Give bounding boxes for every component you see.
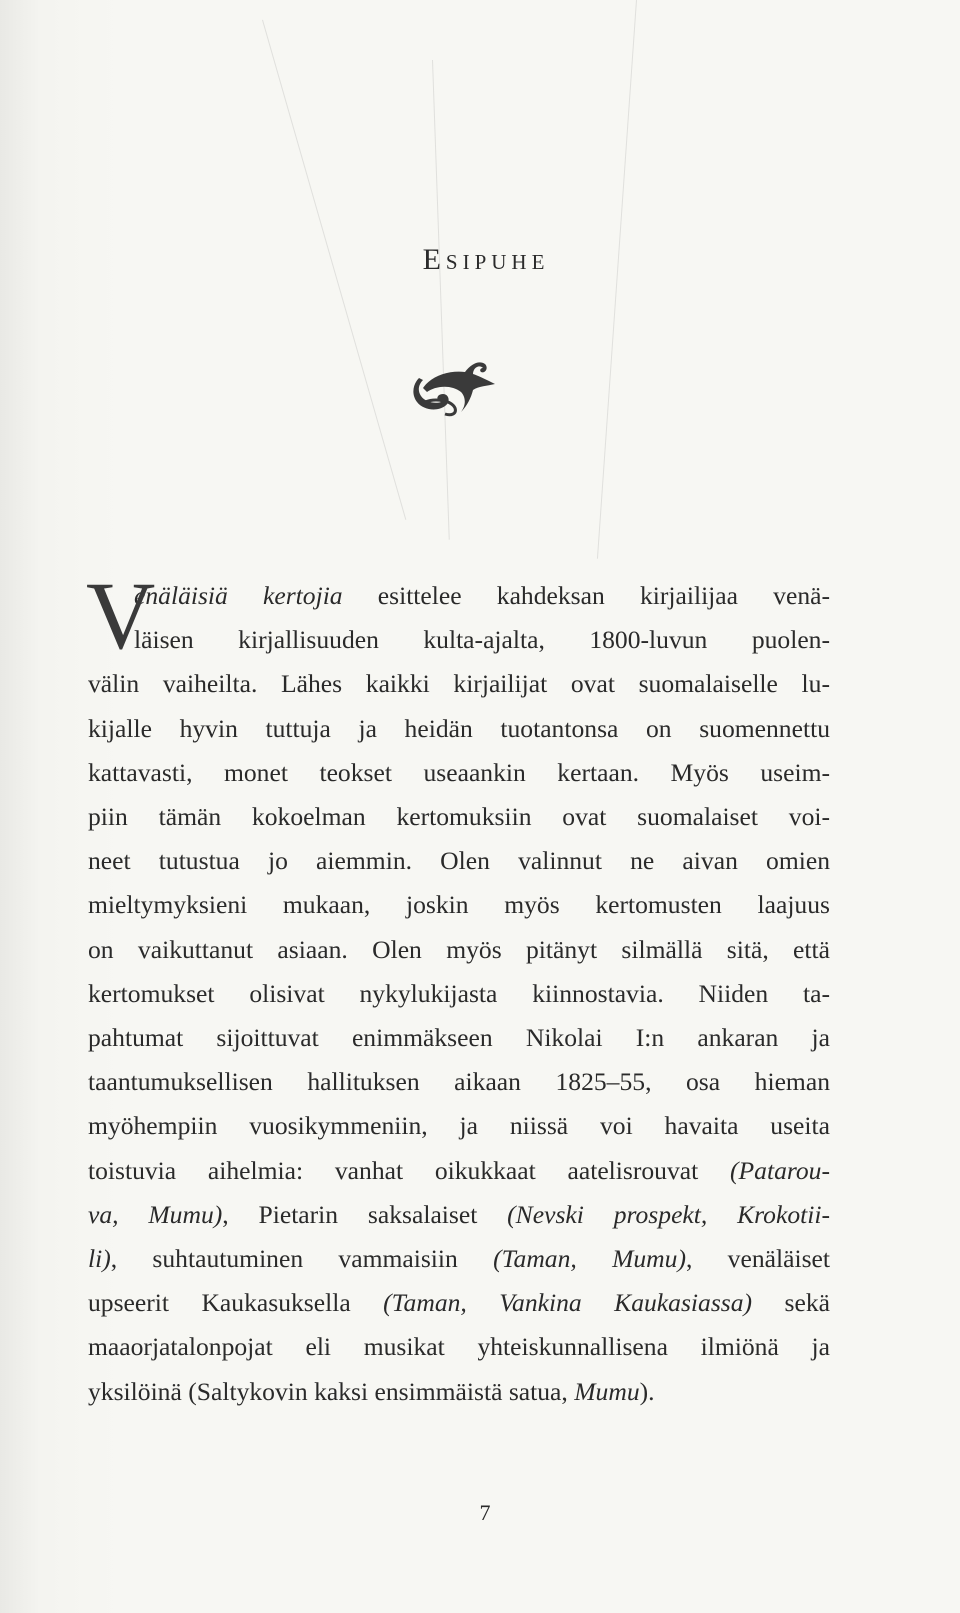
text-line: yksilöinä (Saltykovin kaksi ensimmäistä satua, Mumu).: [88, 1376, 655, 1406]
text-line: taantumuksellisen hallituksen aikaan 1825–55, osa hieman: [88, 1067, 830, 1097]
chapter-title: Esipuhe: [422, 243, 550, 276]
page-number: 7: [479, 1500, 491, 1525]
text-line: kijalle hyvin tuttuja ja heidän tuotantonsa on suomennettu: [88, 713, 830, 743]
text-line: läisen kirjallisuuden kulta-ajalta, 1800-luvun puolen-: [134, 625, 830, 655]
drop-cap: V: [86, 562, 156, 669]
fleuron-ornament-icon: [405, 358, 505, 420]
text-line: upseerit Kaukasuksella (Taman, Vankina Kaukasiassa) sekä: [88, 1288, 830, 1318]
text-line: myöhempiin vuosikymmeniin, ja niissä voi havaita useita: [88, 1111, 830, 1141]
preface-paragraph: [86, 562, 831, 1414]
text-line: va, Mumu), Pietarin saksalaiset (Nevski prospekt, Krokotii-: [88, 1199, 830, 1229]
text-line: välin vaiheilta. Lähes kaikki kirjailijat ovat suomalaiselle lu-: [88, 669, 830, 699]
text-line: li), suhtautuminen vammaisiin (Taman, Mumu), venäläiset: [88, 1244, 831, 1274]
text-line: piin tämän kokoelman kertomuksiin ovat suomalaiset voi-: [88, 802, 830, 832]
text-line: enäläisiä kertojia esittelee kahdeksan kirjailijaa venä-: [134, 581, 831, 610]
paper-crease: [432, 60, 450, 540]
paper-crease: [597, 0, 637, 559]
text-line: on vaikuttanut asiaan. Olen myös pitänyt silmällä sitä, että: [88, 934, 830, 964]
text-line: kertomukset olisivat nykylukijasta kiinnostavia. Niiden ta-: [88, 978, 830, 1008]
text-line: toistuvia aihelmia: vanhat oikukkaat aatelisrouvat (Patarou-: [88, 1155, 830, 1185]
text-line: mieltymyksieni mukaan, joskin myös kertomusten laajuus: [88, 890, 830, 920]
text-line: pahtumat sijoittuvat enimmäkseen Nikolai I:n ankaran ja: [88, 1023, 830, 1053]
text-line: kattavasti, monet teokset useaankin kertaan. Myös useim-: [88, 757, 830, 787]
text-line: neet tutustua jo aiemmin. Olen valinnut ne aivan omien: [88, 846, 830, 876]
text-line: maaorjatalonpojat eli musikat yhteiskunnallisena ilmiönä ja: [88, 1332, 830, 1362]
